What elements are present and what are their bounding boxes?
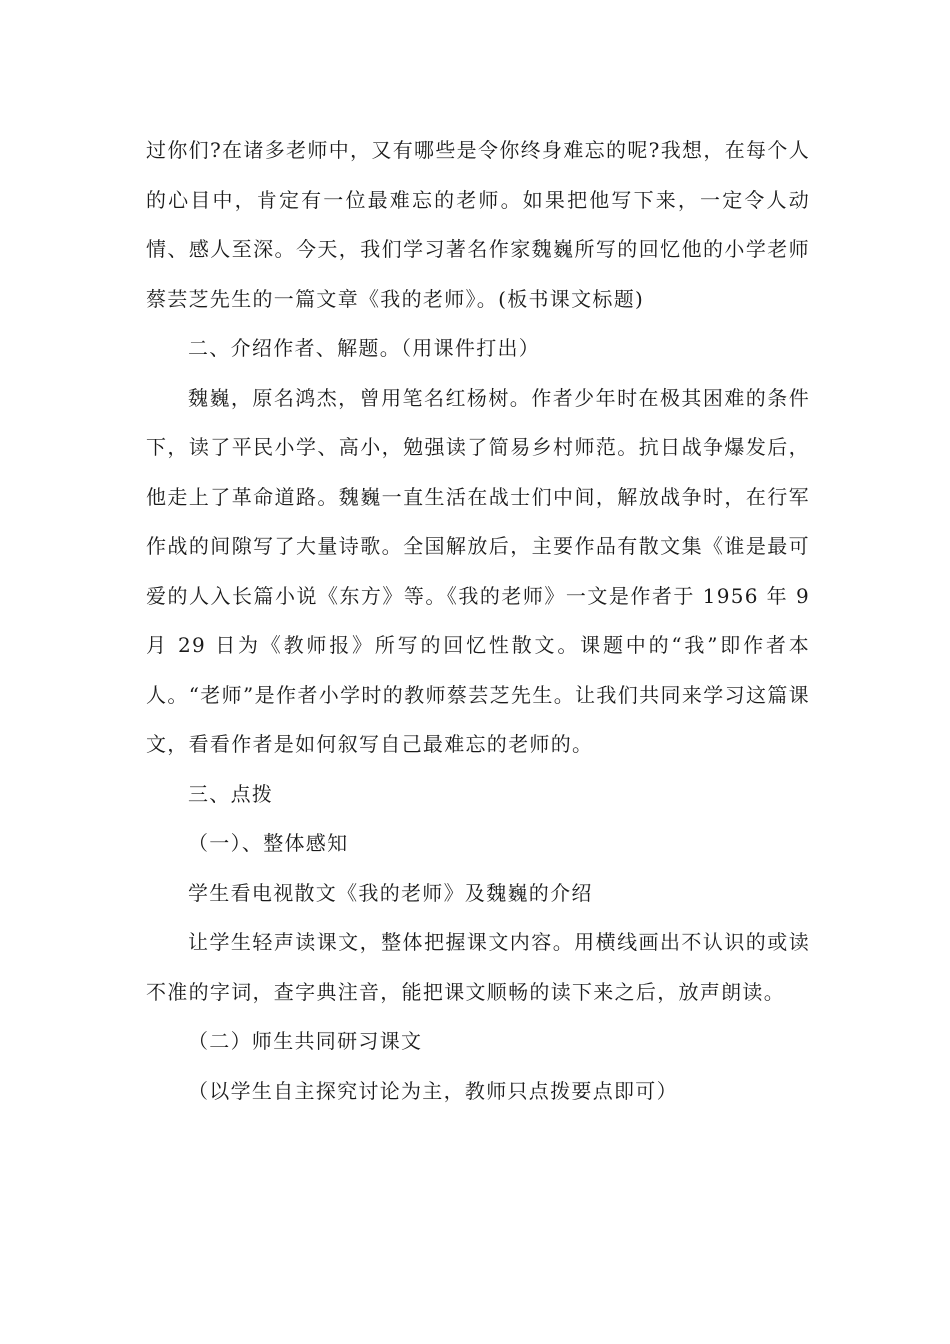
section-heading-guidance: 三、点拨 — [188, 781, 274, 806]
paragraph-reading-task: 让学生轻声读课文，整体把握课文内容。用横线画出不认识的或读不准的字词，查字典注音，能把课文顺畅的读下来之后，放声朗读。 — [146, 930, 810, 1004]
section-heading-author: 二、介绍作者、解题。（用课件打出） — [188, 336, 541, 360]
subheading-overall-perception: （一）、整体感知 — [188, 831, 349, 855]
document-body — [146, 126, 810, 1116]
subheading-joint-study: （二）师生共同研习课文 — [188, 1029, 423, 1053]
paragraph-intro-continuation: 过你们?在诸多老师中，又有哪些是令你终身难忘的呢?我想，在每个人的心目中，肯定有一位最难忘的老师。如果把他写下来，一定令人动情、感人至深。今天，我们学习著名作家魏巍所写的回忆他的小学老师蔡芸芝先生的一篇文章《我的老师》。(板书课文标题) — [146, 138, 810, 311]
paragraph-watch-video: 学生看电视散文《我的老师》及魏巍的介绍 — [188, 880, 593, 905]
paragraph-author-bio: 魏巍，原名鸿杰，曾用笔名红杨树。作者少年时在极其困难的条件下，读了平民小学、高小，勉强读了简易乡村师范。抗日战争爆发后，他走上了革命道路。魏巍一直生活在战士们中间，解放战争时，在行军作战的间隙写了大量诗歌。全国解放后，主要作品有散文集《谁是最可爱的人入长篇小说《东方》等。《我的老师》一文是作者于 1956 年 9 月 29 日为《教师报》所写的回忆性散文。课题中的“我”即作者本人。“老师”是作者小学时的教师蔡芸芝先生。让我们共同来学习这篇课文，看看作者是如何叙写自己最难忘的老师的。 — [146, 385, 810, 756]
paragraph-study-note: （以学生自主探究讨论为主，教师只点拨要点即可） — [188, 1078, 678, 1103]
